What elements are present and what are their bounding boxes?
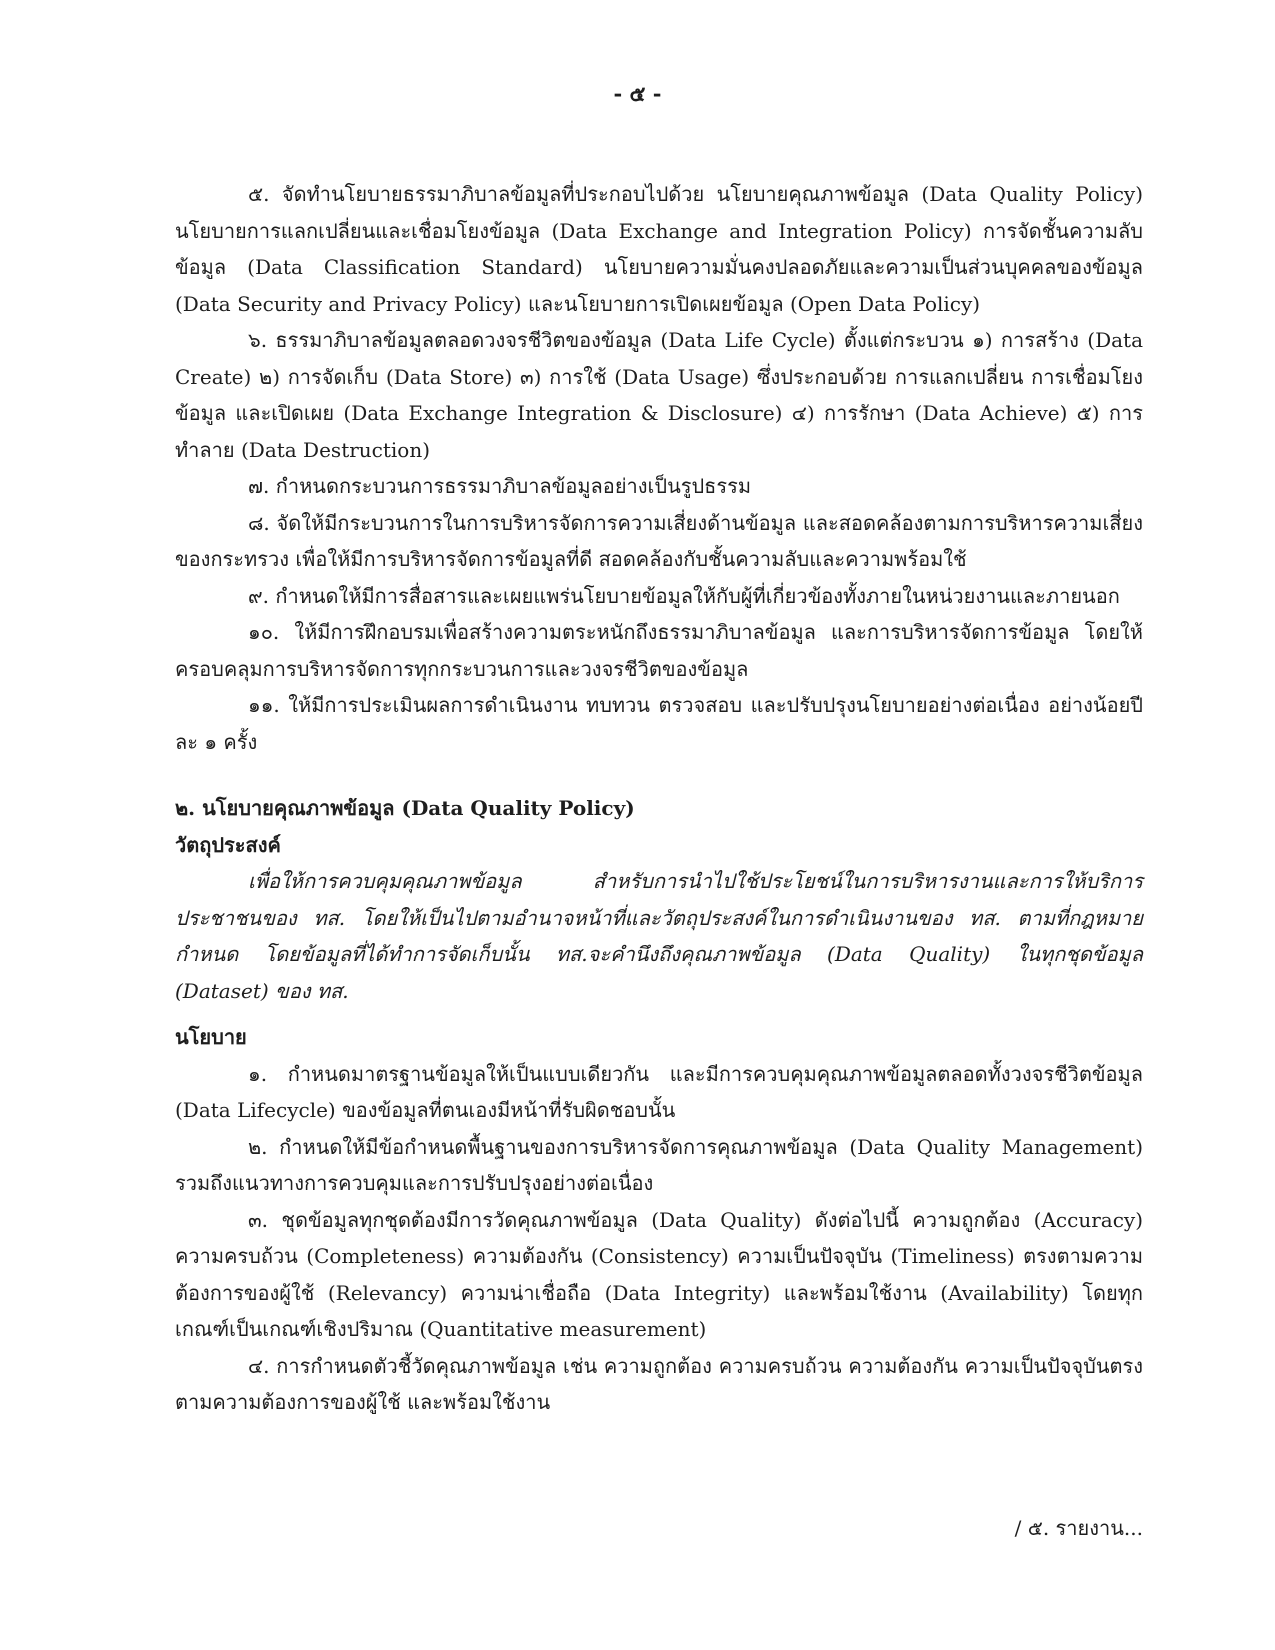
policy-item: ๒. กำหนดให้มีข้อกำหนดพื้นฐานของการบริหารจัดการคุณภาพข้อมูล (Data Quality Management) รวมถึงแนวทางการควบคุมและการปรับปรุงอย่างต่อเนื่อง [175, 1134, 1143, 1195]
section-spacer [175, 760, 1143, 790]
section-spacer [175, 1009, 1143, 1019]
policy-item: ๔. การกำหนดตัวชี้วัดคุณภาพข้อมูล เช่น ความถูกต้อง ความครบถ้วน ความต้องกัน ความเป็นปัจจุบันตรงตามความต้องการของผู้ใช้ และพร้อมใช้งาน [175, 1353, 1143, 1414]
page-number: - ๕ - [613, 81, 662, 106]
objective-heading: วัตถุประสงค์ [175, 832, 281, 857]
document-body [175, 176, 1143, 1421]
policy-paragraph: ๕. จัดทำนโยบายธรรมาภิบาลข้อมูลที่ประกอบไปด้วย นโยบายคุณภาพข้อมูล (Data Quality Policy) นโยบายการแลกเปลี่ยนและเชื่อมโยงข้อมูล (Data Exchange and Integration Policy) การจัดชั้นความลับข้อมูล (Data Classification Standard) นโยบายความมั่นคงปลอดภัยและความเป็นส่วนบุคคลของข้อมูล (Data Security and Privacy Policy) และนโยบายการเปิดเผยข้อมูล (Open Data Policy) [175, 182, 1143, 316]
continuation-marker: / ๕. รายงาน... [1014, 1516, 1143, 1540]
policy-item: ๑. กำหนดมาตรฐานข้อมูลให้เป็นแบบเดียวกัน และมีการควบคุมคุณภาพข้อมูลตลอดทั้งวงจรชีวิตข้อมูล (Data Lifecycle) ของข้อมูลที่ตนเองมีหน้าที่รับผิดชอบนั้น [175, 1061, 1143, 1122]
objective-text: เพื่อให้การควบคุมคุณภาพข้อมูล สำหรับการนำไปใช้ประโยชน์ในการบริหารงานและการให้บริการประชาชนของ ทส. โดยให้เป็นไปตามอำนาจหน้าที่และวัตถุประสงค์ในการดำเนินงานของ ทส. ตามที่กฎหมายกำหนด โดยข้อมูลที่ได้ทำการจัดเก็บนั้น ทส.จะคำนึงถึงคุณภาพข้อมูล (Data Quality) ในทุกชุดข้อมูล (Dataset) ของ ทส. [175, 869, 1143, 1003]
policy-paragraph: ๑๑. ให้มีการประเมินผลการดำเนินงาน ทบทวน ตรวจสอบ และปรับปรุงนโยบายอย่างต่อเนื่อง อย่างน้อยปีละ ๑ ครั้ง [175, 693, 1143, 754]
section-title: ๒. นโยบายคุณภาพข้อมูล (Data Quality Policy) [175, 796, 635, 820]
policy-paragraph: ๙. กำหนดให้มีการสื่อสารและเผยแพร่นโยบายข้อมูลให้กับผู้ที่เกี่ยวข้องทั้งภายในหน่วยงานและภายนอก [248, 583, 1120, 608]
policy-paragraph: ๑๐. ให้มีการฝึกอบรมเพื่อสร้างความตระหนักถึงธรรมาภิบาลข้อมูล และการบริหารจัดการข้อมูล โดยให้ครอบคลุมการบริหารจัดการทุกกระบวนการและวงจรชีวิตของข้อมูล [175, 620, 1143, 681]
policy-paragraph: ๘. จัดให้มีกระบวนการในการบริหารจัดการความเสี่ยงด้านข้อมูล และสอดคล้องตามการบริหารความเสี่ยงของกระทรวง เพื่อให้มีการบริหารจัดการข้อมูลที่ดี สอดคล้องกับชั้นความลับและความพร้อมใช้ [175, 510, 1143, 571]
policy-heading: นโยบาย [175, 1025, 247, 1049]
policy-paragraph: ๖. ธรรมาภิบาลข้อมูลตลอดวงจรชีวิตของข้อมูล (Data Life Cycle) ตั้งแต่กระบวน ๑) การสร้าง (Data Create) ๒) การจัดเก็บ (Data Store) ๓) การใช้ (Data Usage) ซึ่งประกอบด้วย การแลกเปลี่ยน การเชื่อมโยงข้อมูล และเปิดเผย (Data Exchange Integration & Disclosure) ๔) การรักษา (Data Achieve) ๕) การทำลาย (Data Destruction) [175, 328, 1143, 462]
policy-item: ๓. ชุดข้อมูลทุกชุดต้องมีการวัดคุณภาพข้อมูล (Data Quality) ดังต่อไปนี้ ความถูกต้อง (Accuracy) ความครบถ้วน (Completeness) ความต้องกัน (Consistency) ความเป็นปัจจุบัน (Timeliness) ตรงตามความต้องการของผู้ใช้ (Relevancy) ความน่าเชื่อถือ (Data Integrity) และพร้อมใช้งาน (Availability) โดยทุกเกณฑ์เป็นเกณฑ์เชิงปริมาณ (Quantitative measurement) [175, 1207, 1143, 1341]
policy-paragraph: ๗. กำหนดกระบวนการธรรมาภิบาลข้อมูลอย่างเป็นรูปธรรม [248, 474, 752, 498]
